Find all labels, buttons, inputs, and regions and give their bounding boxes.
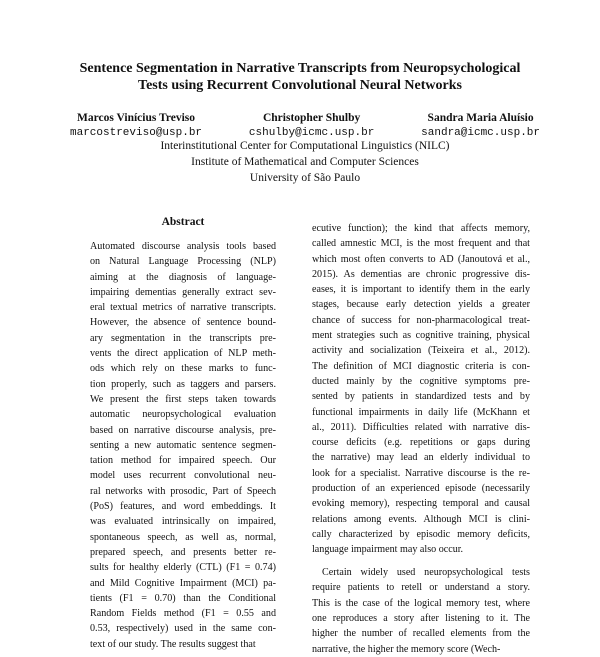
text-line: was evaluated intrinsically on impaired, <box>90 516 276 528</box>
text-line: called amnestic MCI, is the most frequent and that <box>312 238 530 250</box>
text-line: The definition of MCI diagnostic criteria is con- <box>312 360 530 372</box>
author-email: sandra@icmc.usp.br <box>421 127 540 139</box>
text-line: automatic neuropsychological evaluation <box>90 409 276 421</box>
author-email: cshulby@icmc.usp.br <box>248 127 375 139</box>
author-list <box>70 110 540 140</box>
text-line: al., 2011). Difficulties related with narrative dis- <box>312 421 530 433</box>
text-line: aiming at the diagnosis of language- <box>90 271 276 283</box>
text-line: relations among events. Although MCI is clini- <box>312 513 530 525</box>
text-line: look for a specialist. Narrative discourse is the re- <box>312 467 530 479</box>
text-line: spontaneous speech, as well as, normal, <box>90 531 276 543</box>
title-line: Sentence Segmentation in Narrative Transcripts from Neuropsychological <box>79 61 521 76</box>
text-line: higher the number of recalled elements from the <box>312 628 530 640</box>
abstract-body <box>90 239 276 652</box>
text-line: ecutive function); the kind that affects memory, <box>312 223 530 234</box>
text-line: ods which rely on these marks to func- <box>90 363 276 375</box>
text-line: However, the absence of sentence bound- <box>90 317 276 329</box>
text-line: 0.53, respectively) used in the same con- <box>90 623 276 635</box>
intro-paragraph <box>312 565 530 657</box>
intro-body <box>312 221 530 657</box>
text-line: language impairment may also occur. <box>312 544 464 556</box>
text-line: 2015). As dementias are chronic progressive dis- <box>312 268 530 280</box>
text-line: This is the case of the logical memory test, where <box>312 597 530 609</box>
author-block <box>421 110 540 140</box>
text-line: senting a new automatic sentence segmen- <box>90 439 276 451</box>
author-block <box>249 110 374 140</box>
text-line: vents the direct application of NLP meth- <box>90 348 276 360</box>
text-line: and Mild Cognitive Impairment (MCI) pa- <box>90 577 276 589</box>
affiliation-line: Institute of Mathematical and Computer Sciences <box>191 156 419 168</box>
text-line: functional impairments in daily life (McKhann et <box>312 406 530 418</box>
text-line: ment strategies such as cognitive training, physical <box>312 330 530 342</box>
abstract-heading: Abstract <box>161 216 205 228</box>
text-line: evoking memory), respecting temporal and causal <box>312 498 530 510</box>
text-line: ral networks with prosodic, Part of Speech <box>90 485 276 497</box>
text-line: tation method for impaired speech. Our <box>90 455 276 467</box>
affiliation-line: Interinstitutional Center for Computational Linguistics (NILC) <box>160 140 450 152</box>
text-line: eral textual metrics of narrative transcripts. <box>90 302 276 314</box>
text-line: stages, because early detection yields a greater <box>312 299 530 311</box>
text-line: course deficits (e.g. repetitions or gaps during <box>312 437 530 449</box>
text-line: chance of success for non-pharmacological treat- <box>312 314 530 326</box>
author-name: Sandra Maria Aluísio <box>427 112 534 124</box>
text-line: production of an experienced episode (necessarily <box>312 483 530 495</box>
author-name: Christopher Shulby <box>262 112 361 124</box>
title-line: Tests using Recurrent Convolutional Neural Networks <box>138 78 462 93</box>
text-line: ducted mainly by the cognitive symptoms pre- <box>312 375 530 387</box>
text-line: Random Fields method (F1 = 0.55 and <box>90 608 276 620</box>
text-line: We present the first steps taken towards <box>90 393 276 405</box>
text-line: eases, it is important to identify them in the early <box>312 284 530 296</box>
text-line: based on narrative discourse analysis, pre- <box>90 424 276 436</box>
text-line: model uses recurrent convolutional neu- <box>90 470 276 482</box>
text-line: text of our study. The results suggest that <box>90 638 256 650</box>
paper-title <box>40 60 560 94</box>
author-name: Marcos Vinícius Treviso <box>77 112 196 124</box>
text-line: the narrative) may lead an elderly individual to <box>312 452 530 464</box>
text-line: tion properly, such as taggers and parsers. <box>90 378 276 390</box>
author-block <box>70 110 202 140</box>
affiliation-line: University of São Paulo <box>249 172 361 184</box>
text-line: (PoS) features, and word embeddings. It <box>90 501 276 513</box>
intro-paragraph <box>312 221 530 558</box>
text-line: which most often converts to AD (Janoutová et al., <box>312 253 530 265</box>
text-line: sented by patients in standardized tests and by <box>312 391 530 403</box>
text-line: cally characterized by episodic memory deficits, <box>312 528 530 540</box>
text-line: sults for healthy elderly (CTL) (F1 = 0.74) <box>90 562 276 574</box>
text-line: on Natural Language Processing (NLP) <box>90 256 276 268</box>
text-line: tients (F1 = 0.70) than the Conditional <box>90 592 276 604</box>
author-email: marcostreviso@usp.br <box>70 127 203 139</box>
text-line: prepared speech, and presents better re- <box>90 546 276 558</box>
text-line: one reproduces a story after listening to it. The <box>312 612 530 624</box>
text-line: activity and socialization (Teixeira et al., 2012). <box>312 345 530 357</box>
text-line: Automated discourse analysis tools based <box>90 241 276 252</box>
text-line: narrative, the higher the memory score (Wech- <box>312 643 501 655</box>
text-line: ary segmentation in the transcripts pre- <box>90 332 276 344</box>
text-line: Certain widely used neuropsychological tests <box>322 567 530 579</box>
paragraph-gap <box>312 558 530 566</box>
affiliation <box>60 138 550 186</box>
text-line: require patients to retell or understand a story. <box>312 582 530 594</box>
text-line: impairing dementias generally extract sev- <box>90 286 276 298</box>
